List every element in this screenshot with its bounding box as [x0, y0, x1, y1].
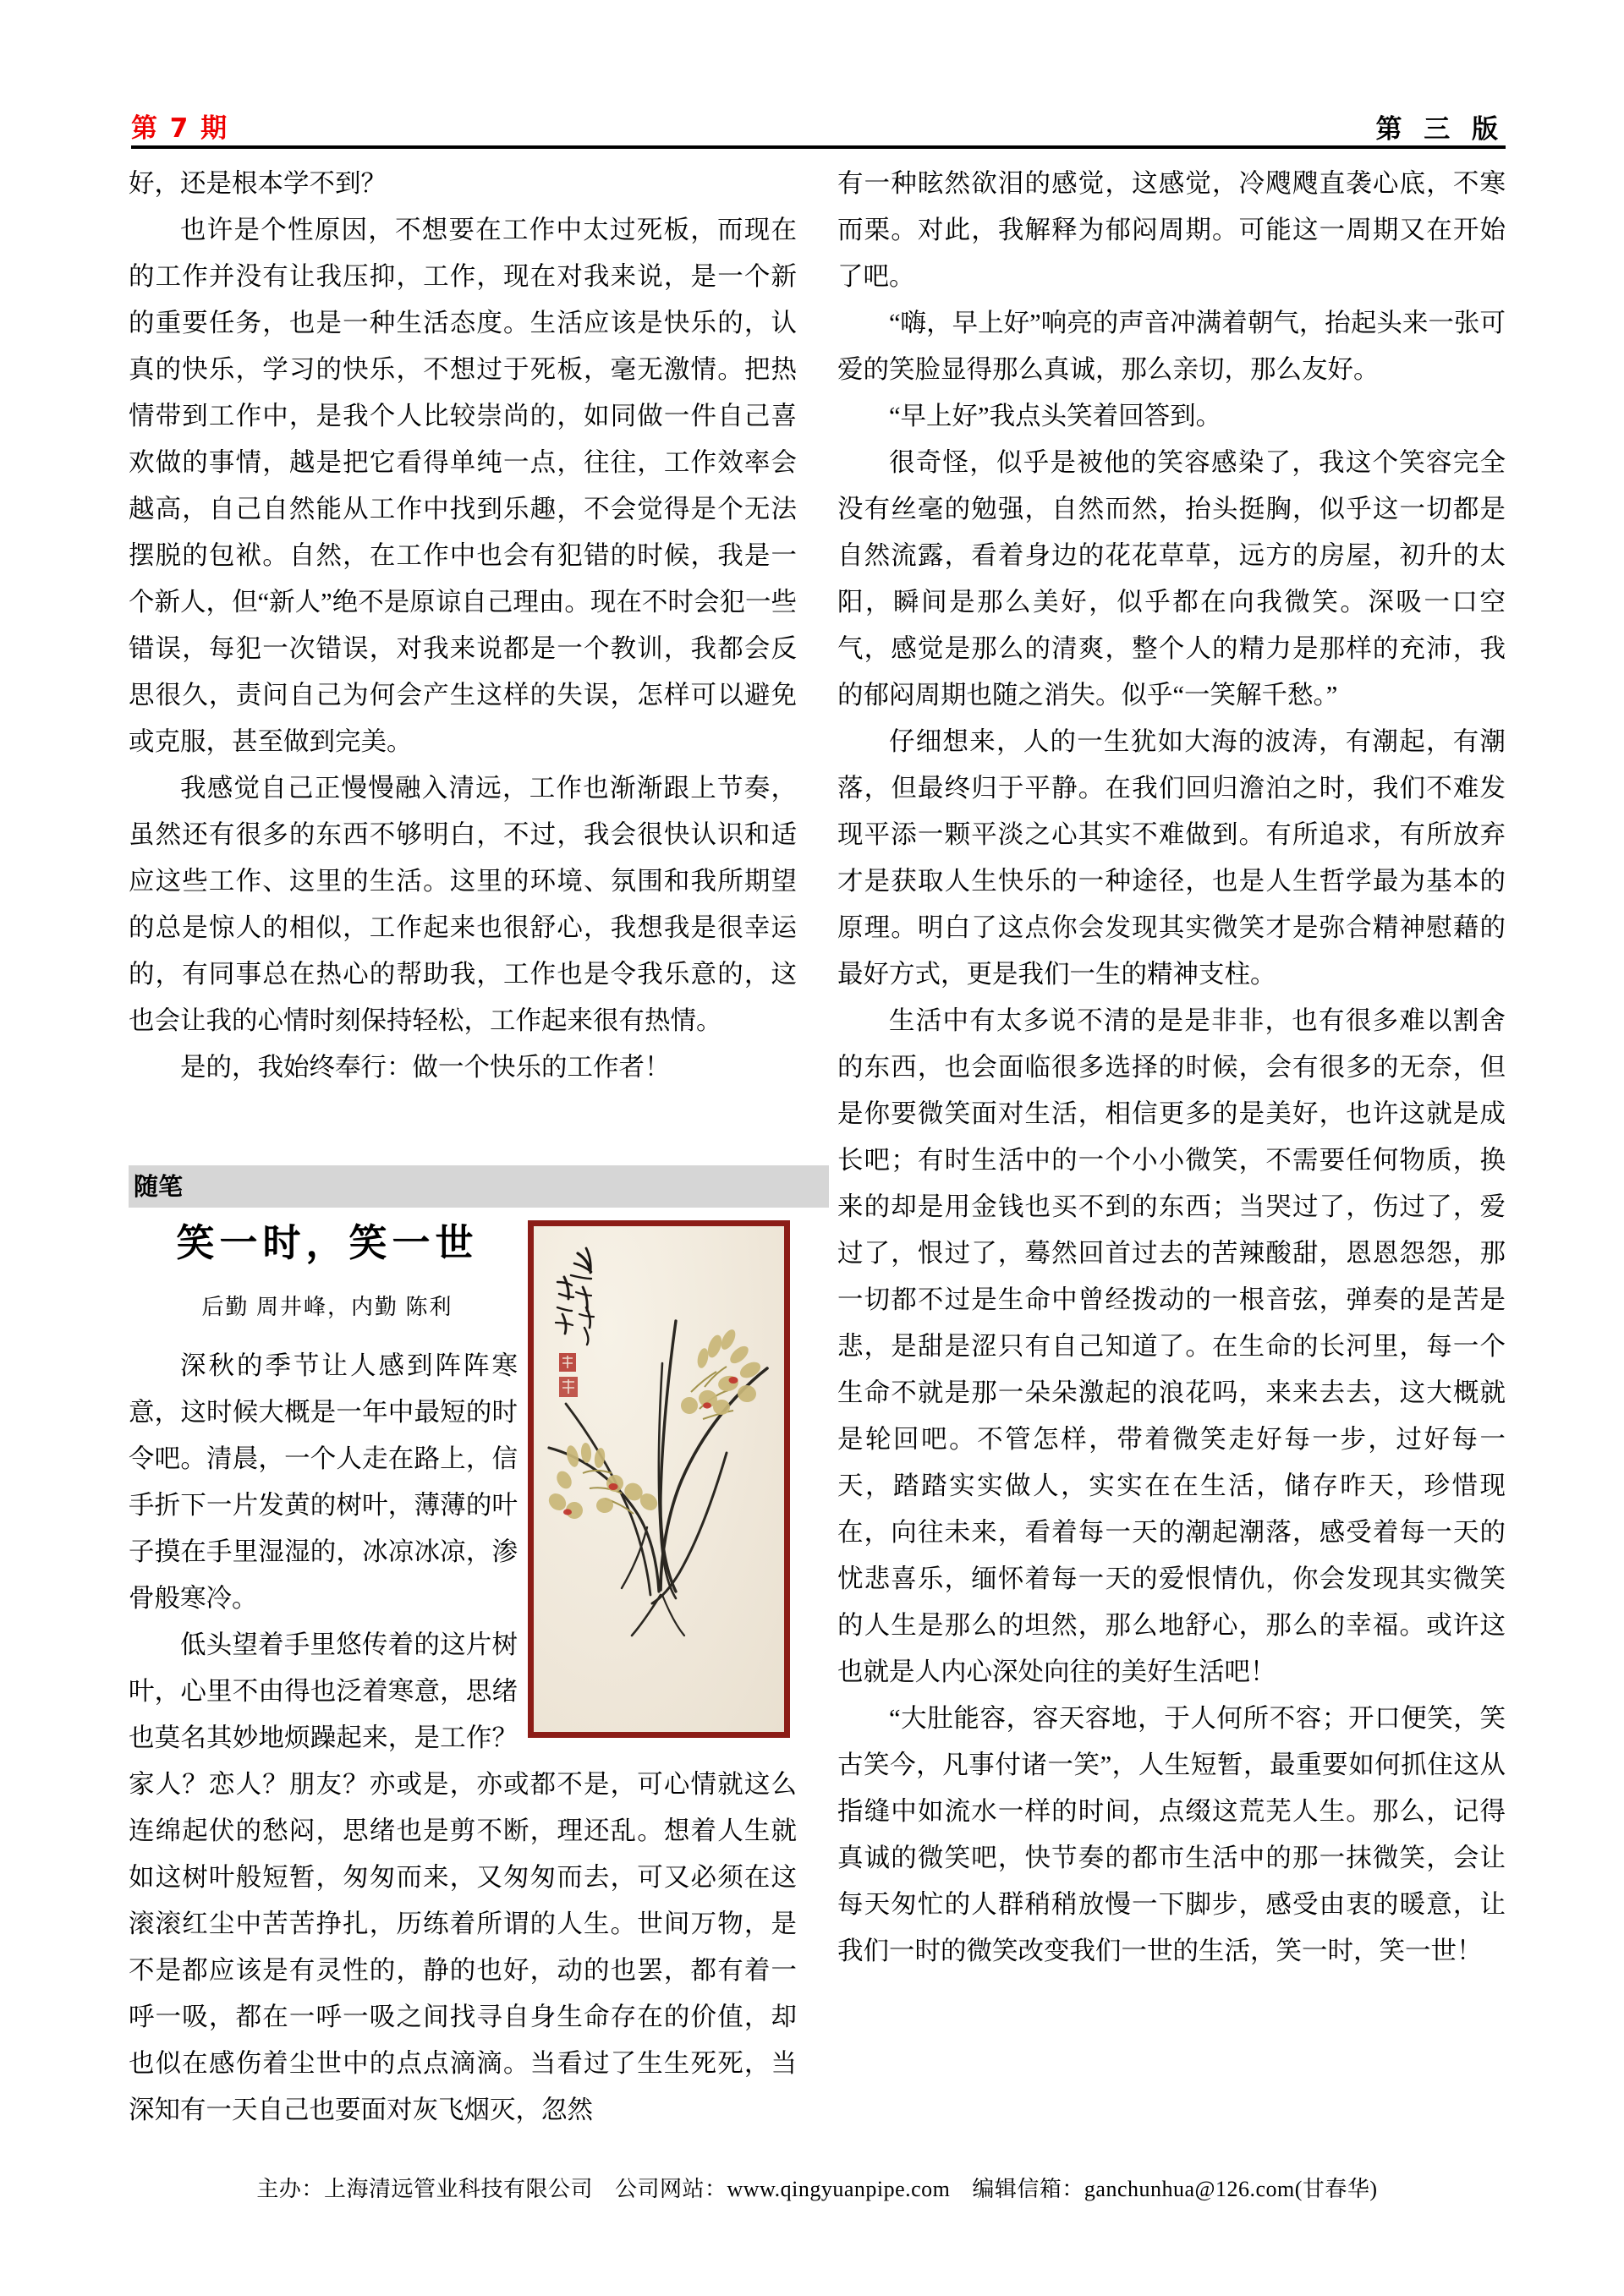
section-header-bar — [129, 1165, 829, 1208]
footer-editor: (甘春华) — [1294, 2177, 1378, 2201]
footer-organizer-label: 主办： — [256, 2177, 324, 2201]
essay-body — [129, 1343, 797, 2134]
footer-email[interactable]: ganchunhua@126.com — [1084, 2177, 1295, 2201]
masthead-divider — [131, 145, 1506, 149]
paragraph: 低头望着手里悠传着的这片树叶，心里不由得也泛着寒意，思绪也莫名其妙地烦躁起来，是工作？家人？恋人？朋友？亦或是，亦或都不是，可心情就这么连绵起伏的愁闷，思绪也是剪不断，理还乱。想着人生就如这树叶般短暂，匆匆而来，又匆匆而去，可又必须在这滚滚红尘中苦苦挣扎，历练着所谓的人生。世间万物，是不是都应该是有灵性的，静的也好，动的也罢，都有着一呼一吸，都在一呼一吸之间找寻自身生命存在的价值，却也似在感伤着尘世中的点点滴滴。当看过了生生死死，当深知有一天自己也要面对灰飞烟灭，忽然 — [129, 1630, 797, 2124]
issue-number: 第 7 期 — [131, 113, 229, 144]
essay-byline: 后勤 周井峰，内勤 陈利 — [201, 1295, 453, 1319]
page-footer — [129, 2172, 1506, 2203]
paragraph: 我感觉自己正慢慢融入清远，工作也渐渐跟上节奏，虽然还有很多的东西不够明白，不过，我会很快认识和适应这些工作、这里的生活。这里的环境、氛围和我所期望的总是惊人的相似，工作起来也很舒心，我想我是很幸运的，有同事总在热心的帮助我，工作也是令我乐意的，这也会让我的心情时刻保持轻松，工作起来很有热情。 — [129, 774, 797, 1035]
paragraph: 也许是个性原因，不想要在工作中太过死板，而现在的工作并没有让我压抑，工作，现在对我来说，是一个新的重要任务，也是一种生活态度。生活应该是快乐的，认真的快乐，学习的快乐，不想过于死板，毫无激情。把热情带到工作中，是我个人比较崇尚的，如同做一件自己喜欢做的事情，越是把它看得单纯一点，往往，工作效率会越高，自己自然能从工作中找到乐趣，不会觉得是个无法摆脱的包袱。自然，在工作中也会有犯错的时候，我是一个新人，但“新人”绝不是原谅自己理由。现在不时会犯一些错误，每犯一次错误，对我来说都是一个教训，我都会反思很久，责问自己为何会产生这样的失误，怎样可以避免或克服，甚至做到完美。 — [129, 216, 797, 756]
footer-email-label: 编辑信箱： — [972, 2177, 1084, 2201]
masthead — [131, 93, 1506, 145]
left-column — [129, 161, 797, 1091]
paragraph: 很奇怪，似乎是被他的笑容感染了，我这个笑容完全没有丝毫的勉强，自然而然，抬头挺胸，似乎这一切都是自然流露，看着身边的花花草草，远方的房屋，初升的太阳，瞬间是那么美好，似乎都在向我微笑。深吸一口空气，感觉是那么的清爽，整个人的精力是那样的充沛，我的郁闷周期也随之消失。似乎“一笑解千愁。” — [837, 448, 1506, 710]
footer-website-label: 公司网站： — [614, 2177, 727, 2201]
paragraph: “嗨，早上好”响亮的声音冲满着朝气，抬起头来一张可爱的笑脸显得那么真诚，那么亲切，那么友好。 — [837, 309, 1506, 384]
artwork-text-wrap-spacer — [518, 1343, 797, 1740]
paragraph: “大肚能容，容天容地，于人何所不容；开口便笑，笑古笑今，凡事付诸一笑”，人生短暂，最重要如何抓住这从指缝中如流水一样的时间，点缀这荒芜人生。那么，记得真诚的微笑吧，快节奏的都市生活中的那一抹微笑，会让每天匆忙的人群稍稍放慢一下脚步，感受由衷的暖意，让我们一时的微笑改变我们一世的生活，笑一时，笑一世！ — [837, 1704, 1506, 1965]
footer-organizer: 上海清远管业科技有限公司 — [323, 2177, 593, 2201]
footer-website[interactable]: www.qingyuanpipe.com — [727, 2177, 951, 2201]
paragraph: 是的，我始终奉行：做一个快乐的工作者！ — [180, 1053, 671, 1082]
essay-title: 笑一时，笑一世 — [176, 1220, 479, 1265]
paragraph: 深秋的季节让人感到阵阵寒意，这时候大概是一年中最短的时令吧。清晨，一个人走在路上，信手折下一片发黄的树叶，薄薄的叶子摸在手里湿湿的，冰凉冰凉，渗骨般寒冷。 — [129, 1351, 518, 1613]
paragraph: 有一种眩然欲泪的感觉，这感觉，冷飕飕直袭心底，不寒而栗。对此，我解释为郁闷周期。可能这一周期又在开始了吧。 — [837, 169, 1506, 291]
paragraph: 仔细想来，人的一生犹如大海的波涛，有潮起，有潮落，但最终归于平静。在我们回归澹泊之时，我们不难发现平添一颗平淡之心其实不难做到。有所追求，有所放弃才是获取人生快乐的一种途径，也是人生哲学最为基本的原理。明白了这点你会发现其实微笑才是弥合精神慰藉的最好方式，更是我们一生的精神支柱。 — [837, 727, 1506, 989]
right-column — [837, 161, 1506, 1975]
section-header-label: 随笔 — [134, 1172, 184, 1201]
page-number: 第 三 版 — [1375, 114, 1506, 144]
paragraph: 生活中有太多说不清的是是非非，也有很多难以割舍的东西，也会面临很多选择的时候，会有很多的无奈，但是你要微笑面对生活，相信更多的是美好，也许这就是成长吧；有时生活中的一个小小微笑，不需要任何物质，换来的却是用金钱也买不到的东西；当哭过了，伤过了，爱过了，恨过了，蓦然回首过去的苦辣酸甜，恩恩怨怨，那一切都不过是生命中曾经拨动的一根音弦，弹奏的是苦是悲，是甜是涩只有自己知道了。在生命的长河里，每一个生命不就是那一朵朵激起的浪花吗，来来去去，这大概就是轮回吧。不管怎样，带着微笑走好每一步，过好每一天，踏踏实实做人，实实在在生活，储存昨天，珍惜现在，向往未来，看着每一天的潮起潮落，感受着每一天的忧悲喜乐，缅怀着每一天的爱恨情仇，你会发现其实微笑的人生是那么的坦然，那么地舒心，那么的幸福。或许这也就是人内心深处向往的美好生活吧！ — [837, 1006, 1506, 1686]
paragraph: 好，还是根本学不到？ — [129, 169, 387, 198]
paragraph: “早上好”我点头笑着回答到。 — [889, 402, 1222, 430]
